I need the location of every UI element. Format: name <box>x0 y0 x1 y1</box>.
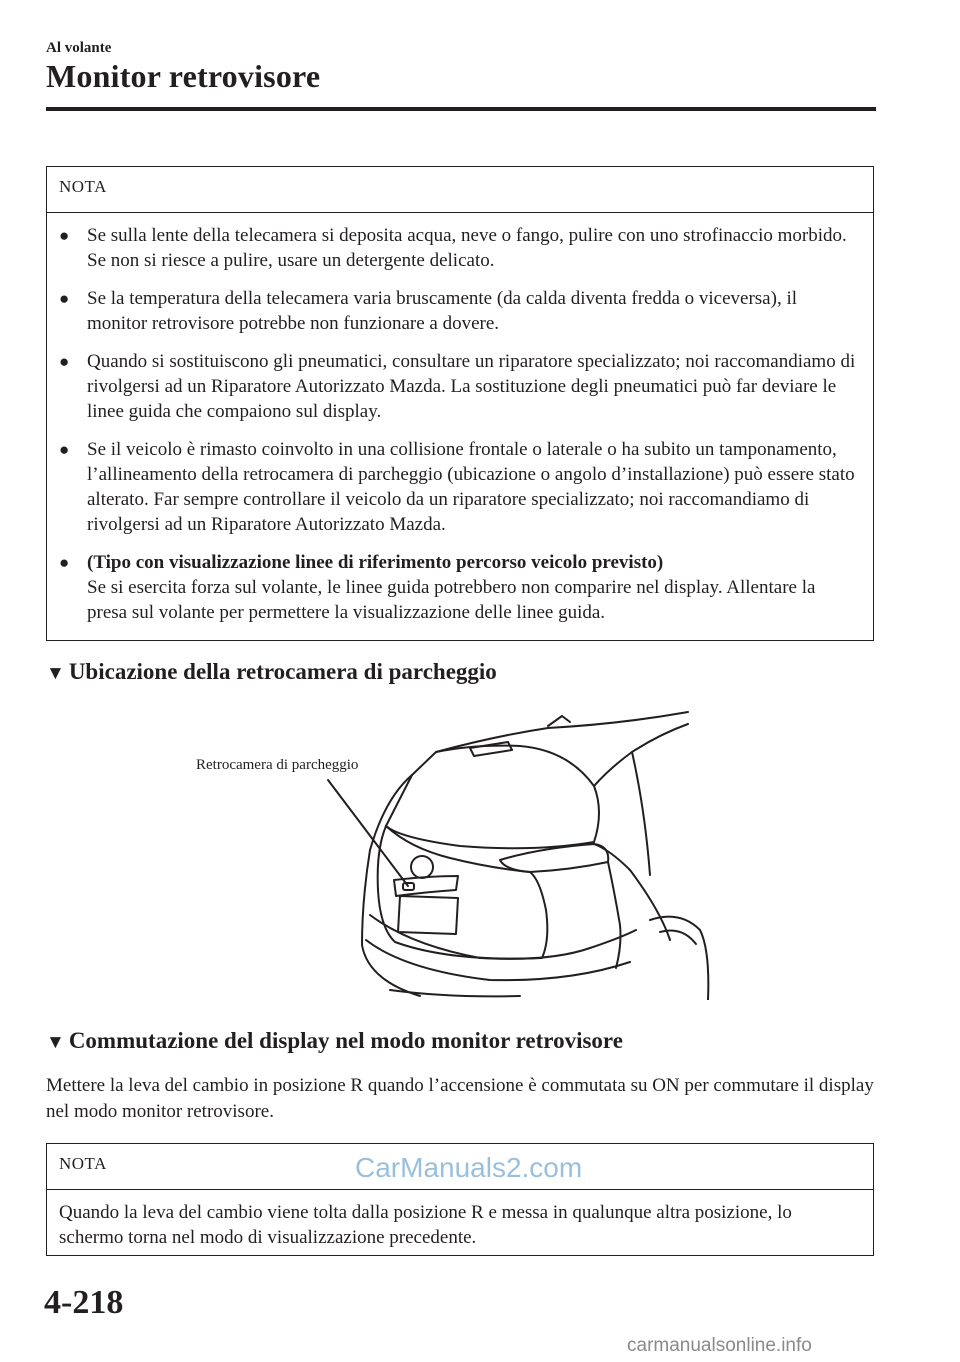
note-item <box>59 550 859 625</box>
section-heading-display-switch <box>46 1028 623 1054</box>
note-item-text: Se sulla lente della telecamera si deposita acqua, neve o fango, pulire con uno strofinaccio morbido. Se non si riesce a pulire, usare un detergente delicato. <box>87 225 847 271</box>
triangle-down-icon: ▼ <box>46 663 65 684</box>
section-label: Al volante <box>46 40 112 56</box>
car-rear-illustration <box>190 700 710 1000</box>
note-item <box>59 223 859 273</box>
note-item-text: Quando si sostituiscono gli pneumatici, consultare un riparatore specializzato; noi raccomandiamo di rivolgersi ad un Riparatore Autorizzato Mazda. La sostituzione degli pneumatici può far deviare le linee guida che compaiono sul display. <box>87 351 856 422</box>
note-box <box>46 166 874 641</box>
title-rule <box>46 107 876 111</box>
bullet-icon: ● <box>59 226 70 245</box>
note-item-bold: (Tipo con visualizzazione linee di riferimento percorso veicolo previsto) <box>87 552 664 573</box>
bullet-icon: ● <box>59 289 70 308</box>
note-body <box>47 213 873 635</box>
note-body: Quando la leva del cambio viene tolta dalla posizione R e messa in qualunque altra posizione, lo schermo torna nel modo di visualizzazione precedente. <box>59 1202 792 1248</box>
note-label: NOTA <box>47 1144 873 1190</box>
watermark: CarManuals2.com <box>355 1152 583 1183</box>
note-item <box>59 286 859 336</box>
section-heading-text: Commutazione del display nel modo monitor retrovisore <box>68 1028 623 1053</box>
note-item-text: Se si esercita forza sul volante, le linee guida potrebbero non comparire nel display. Allentare la presa sul volante per permettere la visualizzazione delle linee guida. <box>87 577 816 623</box>
note-item-text: Se la temperatura della telecamera varia bruscamente (da calda diventa fredda o viceversa), il monitor retrovisore potrebbe non funzionare a dovere. <box>87 288 798 334</box>
figure-callout-label: Retrocamera di parcheggio <box>196 757 359 773</box>
footer-watermark: carmanualsonline.info <box>627 1335 812 1356</box>
note-item-text: Se il veicolo è rimasto coinvolto in una collisione frontale o laterale o ha subito un tamponamento, l’allineamento della retrocamera di parcheggio (ubicazione o angolo d’installazione) può essere stato alterato. Far sempre controllare il veicolo da un riparatore specializzato; noi raccomandiamo di rivolgersi ad un Riparatore Autorizzato Mazda. <box>87 439 855 535</box>
bullet-icon: ● <box>59 553 70 572</box>
body-paragraph: Mettere la leva del cambio in posizione R quando l’accensione è commutata su ON per commutare il display nel modo monitor retrovisore. <box>46 1075 874 1122</box>
section-heading-camera-location <box>46 659 497 685</box>
page-number: 4-218 <box>44 1284 124 1321</box>
triangle-down-icon: ▼ <box>46 1032 65 1053</box>
bullet-icon: ● <box>59 440 70 459</box>
note-item <box>59 349 859 424</box>
note-label: NOTA <box>47 167 873 213</box>
note-item <box>59 437 859 537</box>
page-title: Monitor retrovisore <box>46 58 321 94</box>
section-heading-text: Ubicazione della retrocamera di parcheggio <box>68 659 497 684</box>
bullet-icon: ● <box>59 352 70 371</box>
